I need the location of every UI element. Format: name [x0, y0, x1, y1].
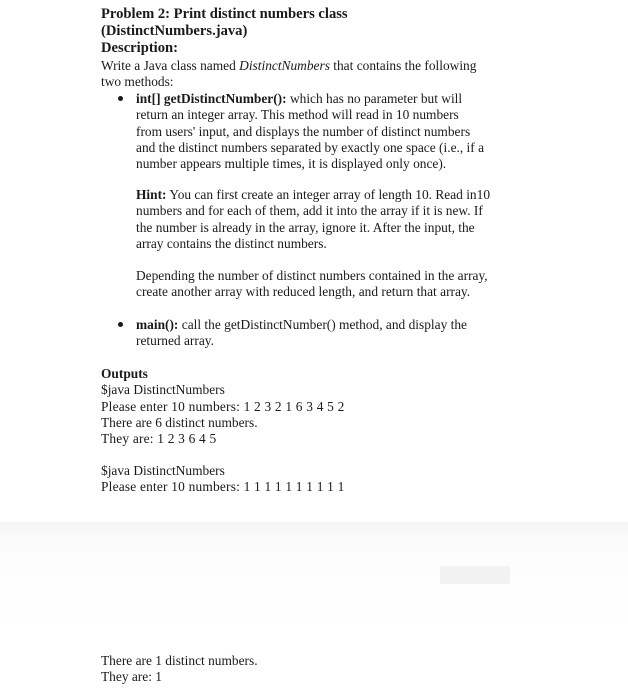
outputs-run-2-result [101, 653, 541, 686]
bullet-2-line-2: returned array. [136, 333, 214, 349]
bullet-1-line-1 [136, 91, 538, 107]
bullet-dot-icon [118, 96, 123, 101]
description-line-1-post: that contains the following [329, 58, 477, 73]
bullet-1-line-4: and the distinct numbers separated by exactly one space (i.e., if a [136, 139, 485, 155]
hint-line-1 [136, 187, 546, 203]
hint-line-3: the number is already in the array, ignore it. After the input, the [136, 219, 475, 235]
class-name-italic: DistinctNumbers [239, 58, 330, 73]
method-bullet-list [118, 91, 538, 172]
run1-line-1: $java DistinctNumbers [101, 382, 225, 398]
bullet-dot-icon [118, 322, 123, 327]
page-gap-band [0, 522, 628, 634]
description-paragraph [101, 58, 541, 91]
hint-line-1-rest: You can first create an integer array of length 10. Read in10 [166, 187, 491, 202]
outputs-heading: Outputs [101, 366, 148, 381]
bullet-2-line-1-rest: call the getDistinctNumber() method, and display the [178, 317, 467, 332]
description-line-1-pre: Write a Java class named [101, 58, 240, 73]
depend-line-2: create another array with reduced length, and return that array. [136, 284, 471, 300]
problem-title [101, 6, 541, 57]
bullet-get-distinct-number [118, 91, 538, 172]
run1-line-3: There are 6 distinct numbers. [101, 414, 258, 430]
description-line-1 [101, 58, 541, 74]
hint-label: Hint: [136, 187, 167, 202]
bullet-1-line-5: number appears multiple times, it is displayed only once). [136, 156, 447, 172]
faint-highlight-mark [440, 566, 510, 584]
bullet-main [118, 317, 538, 350]
bullet-1-line-2: return an integer array. This method will read in 10 numbers [136, 107, 459, 123]
run2-result-line-2: They are: 1 [101, 669, 162, 685]
hint-line-2: numbers and for each of them, add it into the array if it is new. If [136, 203, 483, 219]
main-bullet-list [118, 317, 538, 350]
depending-paragraph [136, 268, 546, 301]
run2-result-line-1: There are 1 distinct numbers. [101, 653, 258, 668]
bullet-1-line-1-rest: which has no parameter but will [286, 91, 463, 106]
hint-line-4: array contains the distinct numbers. [136, 235, 327, 251]
outputs-run-2 [101, 463, 541, 496]
description-line-2: two methods: [101, 74, 174, 90]
depend-line-1: Depending the number of distinct numbers contained in the array, [136, 268, 488, 283]
run1-line-2: Please enter 10 numbers: 1 2 3 2 1 6 3 4 5 2 [101, 398, 345, 414]
bullet-1-line-3: from users' input, and displays the number of distinct numbers [136, 123, 471, 139]
description-heading: Description: [101, 40, 179, 56]
run1-line-4: They are: 1 2 3 6 4 5 [101, 431, 217, 447]
title-line-2: (DistinctNumbers.java) [101, 23, 248, 39]
bullet-2-line-1 [136, 317, 538, 333]
outputs-section [101, 366, 541, 447]
run2-line-2: Please enter 10 numbers: 1 1 1 1 1 1 1 1 1 1 [101, 479, 345, 495]
run2-line-1: $java DistinctNumbers [101, 463, 225, 478]
method-signature-main: main(): [136, 317, 179, 332]
method-signature-get-distinct: int[] getDistinctNumber(): [136, 91, 287, 106]
hint-paragraph [136, 187, 546, 252]
title-line-1: Problem 2: Print distinct numbers class [101, 6, 348, 22]
